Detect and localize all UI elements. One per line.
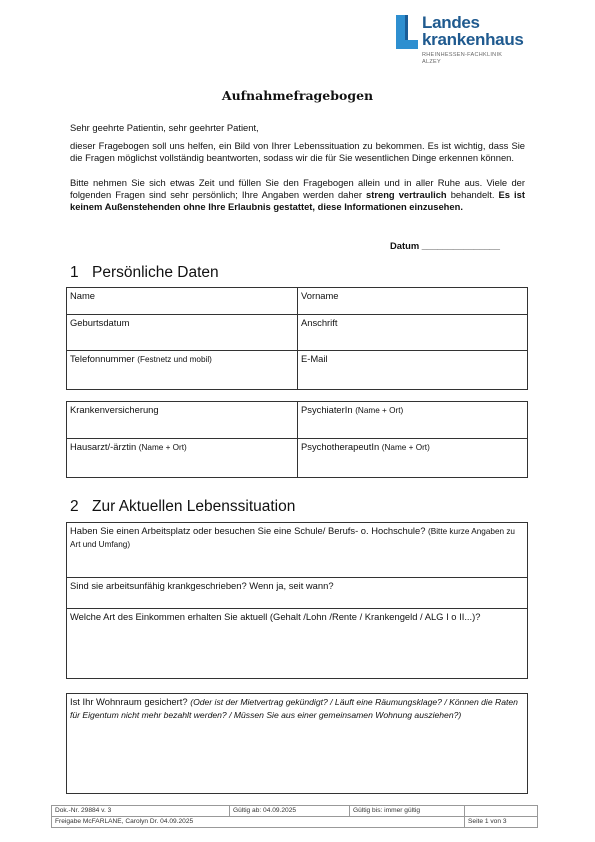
logo-line2: krankenhaus [422, 30, 524, 49]
intro-paragraph-1: dieser Fragebogen soll uns helfen, ein Bild von Ihrer Lebenssituation zu bekommen. Es ist wichtig, dass Sie die Fragen möglichst vollständig beantworten, sodass wir die für Sie wesentlichen Dinge erkennen können. [70, 140, 525, 163]
footer-page-number: Seite 1 von 3 [465, 817, 538, 828]
hausarzt-field[interactable]: Hausarzt/-ärztin (Name + Ort) [67, 439, 298, 478]
personal-data-table [66, 287, 528, 390]
telefon-field[interactable]: Telefonnummer (Festnetz und mobil) [67, 351, 298, 390]
section-2-heading: 2 Zur Aktuellen Lebenssituation [70, 498, 296, 515]
logo-sub2: ALZEY [422, 59, 441, 65]
psychotherapeut-field[interactable]: PsychotherapeutIn (Name + Ort) [298, 439, 528, 478]
psychiater-field[interactable]: PsychiaterIn (Name + Ort) [298, 402, 528, 439]
logo-sub1: RHEINHESSEN-FACHKLINIK [422, 52, 503, 58]
footer-gueltig-ab: Gültig ab: 04.09.2025 [230, 806, 350, 817]
krankenversicherung-field[interactable]: Krankenversicherung [67, 402, 298, 439]
anschrift-field[interactable]: Anschrift [298, 315, 528, 351]
footer-gueltig-bis: Gültig bis: immer gültig [350, 806, 465, 817]
intro-paragraph-2: Bitte nehmen Sie sich etwas Zeit und füllen Sie den Fragebogen allein und in aller Ruhe aus. Viele der folgenden Fragen sind sehr persönlich; Ihre Angaben werden daher streng vertraulich behandelt. Es ist keinem Außenstehenden ohne Ihre Erlaubnis gestattet, diese Informationen einzusehen. [70, 177, 525, 212]
logo-line1: Landes [422, 13, 480, 32]
document-title: Aufnahmefragebogen [221, 88, 374, 103]
document-footer [51, 805, 538, 828]
einkommen-question[interactable]: Welche Art des Einkommen erhalten Sie aktuell (Gehalt /Lohn /Rente / Krankengeld / ALG I o II...)? [67, 609, 528, 679]
date-field[interactable]: Datum _______________ [390, 240, 500, 251]
footer-doc-nr: Dok.-Nr. 29884 v. 3 [52, 806, 230, 817]
logo-mark-icon [395, 14, 419, 50]
intro-greeting: Sehr geehrte Patientin, sehr geehrter Patient, [70, 122, 259, 133]
name-field[interactable]: Name [67, 288, 298, 315]
geburtsdatum-field[interactable]: Geburtsdatum [67, 315, 298, 351]
wohnraum-question[interactable]: Ist Ihr Wohnraum gesichert? (Oder ist der Mietvertrag gekündigt? / Läuft eine Räumungsklage? / Können die Raten für Eigentum nicht mehr bezahlt werden? / Müssen Sie aus einer gemeinsamen Wohnung ausziehen?) [67, 694, 528, 794]
life-situation-table [66, 522, 528, 679]
email-field[interactable]: E-Mail [298, 351, 528, 390]
arbeitsunfaehig-question[interactable]: Sind sie arbeitsunfähig krankgeschrieben? Wenn ja, seit wann? [67, 578, 528, 609]
hospital-logo [395, 14, 545, 69]
arbeitsplatz-question[interactable]: Haben Sie einen Arbeitsplatz oder besuchen Sie eine Schule/ Berufs- o. Hochschule? (Bitte kurze Angaben zu Art und Umfang) [67, 523, 528, 578]
footer-freigabe: Freigabe McFARLANE, Carolyn Dr. 04.09.2025 [52, 817, 465, 828]
vorname-field[interactable]: Vorname [298, 288, 528, 315]
wohnraum-table [66, 693, 528, 794]
section-1-heading: 1 Persönliche Daten [70, 264, 219, 281]
care-providers-table [66, 401, 528, 478]
